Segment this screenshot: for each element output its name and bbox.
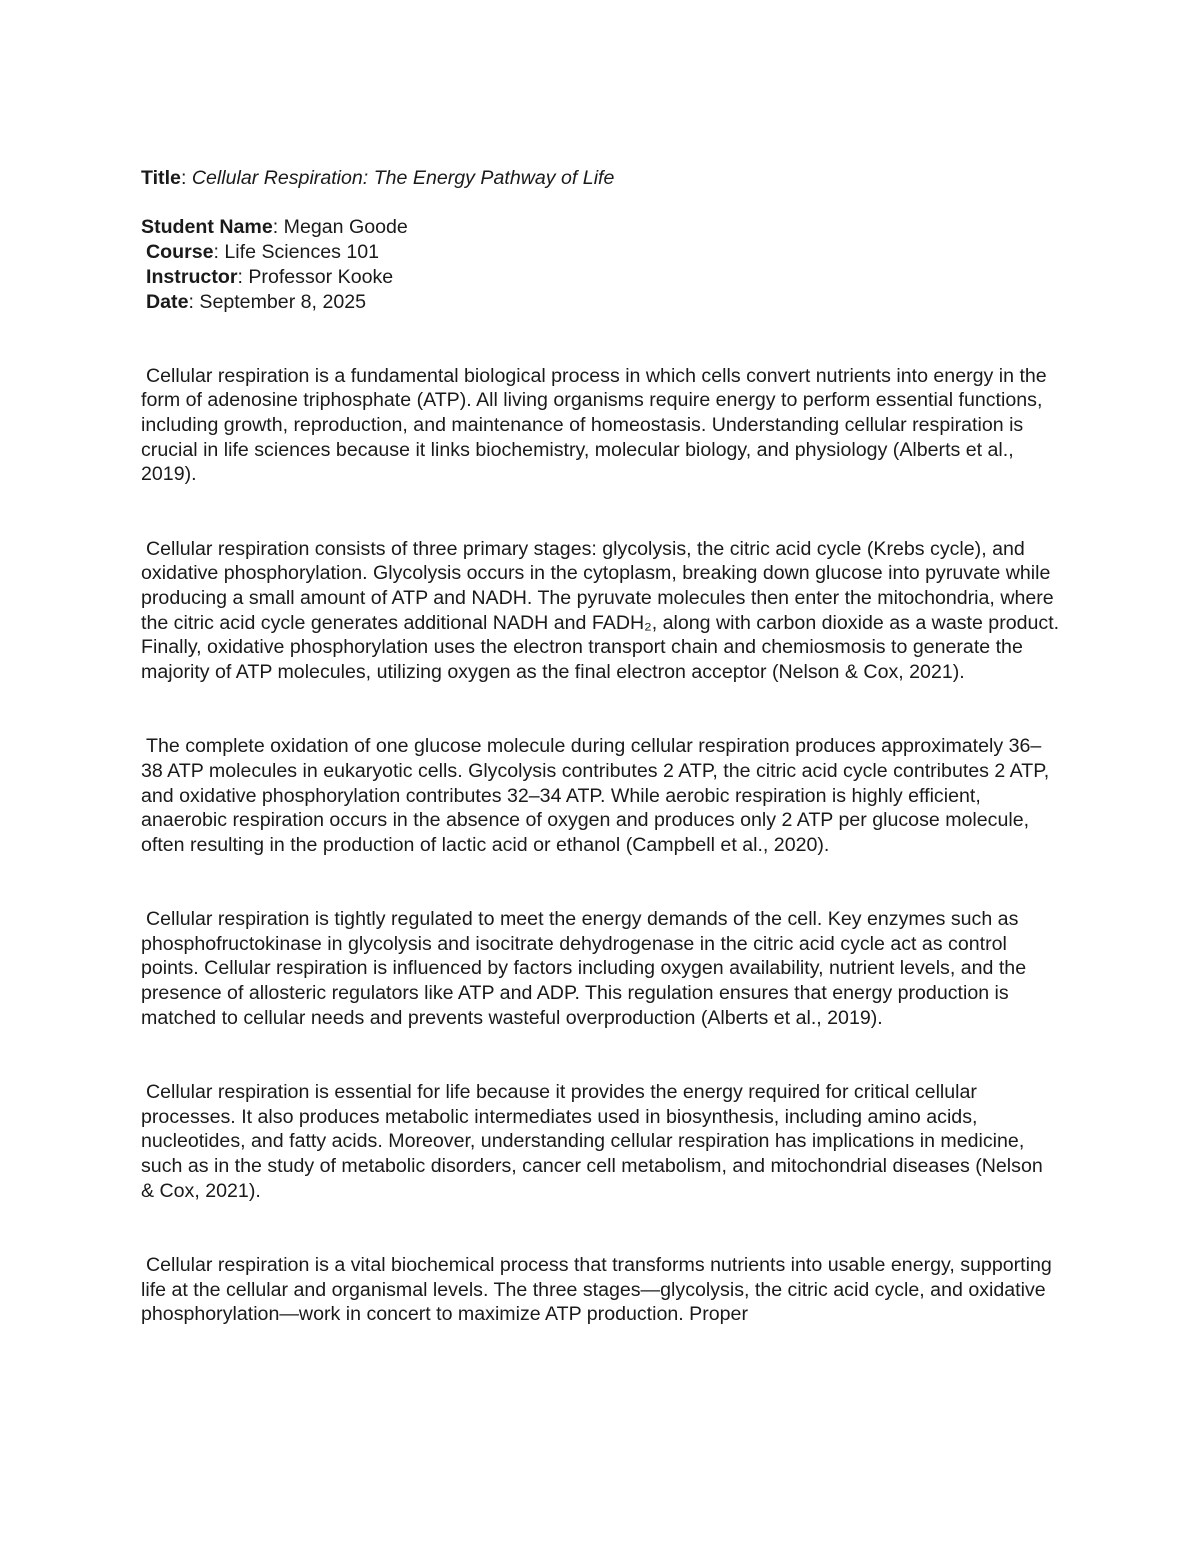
date-line: Date: September 8, 2025 [146,290,367,313]
date-value: September 8, 2025 [199,290,367,313]
title-value: Cellular Respiration: The Energy Pathway of Life [191,167,615,189]
paragraph-introduction: Cellular respiration is a fundamental biological process in which cells convert nutrients into energy in the form of adenosine triphosphate (ATP). All living organisms require energy to perform essential functions, including growth, reproduction, and maintenance of homeostasis. Understanding cellular respiration is crucial in life sciences because it links biochemistry, molecular biology, and physiology (Alberts et al., 2019). [141,364,1047,486]
student-name-line: Student Name: Megan Goode [141,216,408,239]
paragraph-conclusion: Cellular respiration is a vital biochemical process that transforms nutrients into usable energy, supporting life at the cellular and organismal levels. The three stages—glycolysis, the citric acid cycle, and oxidative phosphorylation—work in concert to maximize ATP production. Proper [141,1253,1052,1326]
title-line: Title: Cellular Respiration: The Energy Pathway of Life [141,167,615,189]
title-label: Title [141,167,181,189]
instructor-line: Instructor: Professor Kooke [146,265,394,288]
course-value: Life Sciences 101 [224,241,380,264]
document-body [141,166,1061,1327]
student-name-value: Megan Goode [283,216,408,239]
paragraph-regulation: Cellular respiration is tightly regulated to meet the energy demands of the cell. Key enzymes such as phosphofructokinase in glycolysis and isocitrate dehydrogenase in the citric acid cycle act as control points. Cellular respiration is influenced by factors including oxygen availability, nutrient levels, and the presence of allosteric regulators like ATP and ADP. This regulation ensures that energy production is matched to cellular needs and prevents wasteful overproduction (Alberts et al., 2019). [141,908,1027,1029]
paragraph-atp-yield: The complete oxidation of one glucose molecule during cellular respiration produces approximately 36–38 ATP molecules in eukaryotic cells. Glycolysis contributes 2 ATP, the citric acid cycle contributes 2 ATP, and oxidative phosphorylation contributes 32–34 ATP. While aerobic respiration is highly efficient, anaerobic respiration occurs in the absence of oxygen and produces only 2 ATP per glucose molecule, often resulting in the production of lactic acid or ethanol (Campbell et al., 2020). [141,735,1050,856]
student-info [141,215,1061,314]
paragraph-stages: Cellular respiration consists of three primary stages: glycolysis, the citric acid cycle (Krebs cycle), and oxidative phosphorylation. Glycolysis occurs in the cytoplasm, breaking down glucose into pyruvate while producing a small amount of ATP and NADH. The pyruvate molecules then enter the mitochondria, where the citric acid cycle generates additional NADH and FADH₂, along with carbon dioxide as a waste product. Finally, oxidative phosphorylation uses the electron transport chain and chemiosmosis to generate the majority of ATP molecules, utilizing oxygen as the final electron acceptor (Nelson & Cox, 2021). [141,537,1060,684]
instructor-value: Professor Kooke [248,265,394,288]
instructor-label: Instructor [146,265,238,288]
course-label: Course [146,241,214,264]
course-line: Course: Life Sciences 101 [146,241,380,264]
student-name-label: Student Name [141,216,273,239]
date-label: Date [146,290,189,313]
paragraph-importance: Cellular respiration is essential for life because it provides the energy required for critical cellular processes. It also produces metabolic intermediates used in biosynthesis, including amino acids, nucleotides, and fatty acids. Moreover, understanding cellular respiration has implications in medicine, such as in the study of metabolic disorders, cancer cell metabolism, and mitochondrial diseases (Nelson & Cox, 2021). [141,1080,1043,1202]
